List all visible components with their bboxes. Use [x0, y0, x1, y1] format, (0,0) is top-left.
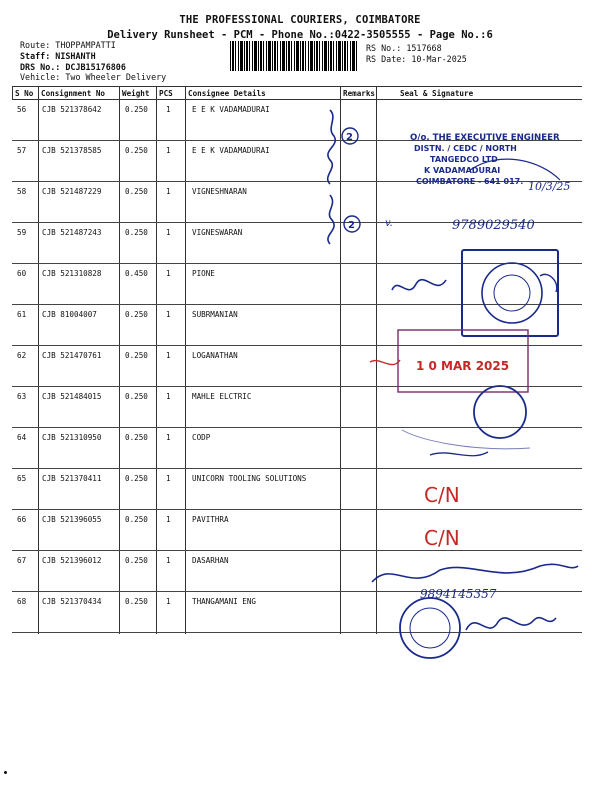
cell-consignee: DASARHAN: [192, 556, 229, 565]
cell-sno: 63: [17, 392, 27, 401]
cell-consignment: CJB 521470761: [42, 351, 102, 360]
cell-sno: 68: [17, 597, 27, 606]
runsheet-meta-right: [366, 43, 467, 65]
runsheet-subtitle: Delivery Runsheet - PCM - Phone No.:0422-3505555 - Page No.:6: [107, 29, 493, 41]
col-divider: [12, 86, 13, 100]
date-stamp: 1 0 MAR 2025: [416, 359, 510, 373]
cell-sno: 64: [17, 433, 27, 442]
cell-consignment: CJB 521370434: [42, 597, 102, 606]
cell-sno: 57: [17, 146, 27, 155]
stamp-line-3: TANGEDCO LTD: [430, 155, 498, 164]
cell-weight: 0.250: [125, 474, 148, 483]
route-label: Route: THOPPAMPATTI: [20, 40, 116, 50]
cell-pcs: 1: [166, 228, 171, 237]
cell-consignee: VIGNESHNARAN: [192, 187, 247, 196]
cell-pcs: 1: [166, 515, 171, 524]
cell-consignment: CJB 521487229: [42, 187, 102, 196]
cell-pcs: 1: [166, 269, 171, 278]
stamp-line-1: O/o. THE EXECUTIVE ENGINEER: [410, 133, 560, 143]
cell-pcs: 1: [166, 146, 171, 155]
cell-sno: 56: [17, 105, 27, 114]
cell-consignment: CJB 521396055: [42, 515, 102, 524]
cell-consignee: SUBRMANIAN: [192, 310, 238, 319]
cell-pcs: 1: [166, 556, 171, 565]
cell-weight: 0.250: [125, 433, 148, 442]
vehicle-label: Vehicle: Two Wheeler Delivery: [20, 72, 167, 83]
cell-sno: 65: [17, 474, 27, 483]
cell-consignment: CJB 521378642: [42, 105, 102, 114]
table-row: [12, 510, 582, 551]
table-row: [12, 141, 582, 182]
cell-pcs: 1: [166, 433, 171, 442]
stamp-line-5: COIMBATORE - 641 017.: [416, 177, 524, 186]
header-consignee: Consignee Details: [188, 89, 266, 98]
cell-sno: 60: [17, 269, 27, 278]
cell-consignee: PIONE: [192, 269, 215, 278]
cell-pcs: 1: [166, 105, 171, 114]
cell-consignee: PAVITHRA: [192, 515, 229, 524]
cell-weight: 0.250: [125, 228, 148, 237]
runsheet-meta-left: [20, 40, 166, 83]
table-row: [12, 264, 582, 305]
header-seal-signature: Seal & Signature: [400, 89, 474, 98]
table-row: [12, 387, 582, 428]
table-top-border: [12, 86, 582, 87]
handwritten-vin: v.: [385, 218, 393, 229]
cell-consignee: UNICORN TOOLING SOLUTIONS: [192, 474, 307, 483]
table-row: [12, 469, 582, 510]
company-title: THE PROFESSIONAL COURIERS, COIMBATORE: [179, 14, 421, 26]
cell-weight: 0.250: [125, 392, 148, 401]
cn-mark-1: C/N: [424, 483, 460, 507]
cell-consignee: E E K VADAMADURAI: [192, 146, 270, 155]
row-divider: [12, 632, 582, 633]
table-row: [12, 100, 582, 141]
circled-two: 2: [348, 220, 355, 231]
cell-weight: 0.250: [125, 310, 148, 319]
rs-date: RS Date: 10-Mar-2025: [366, 53, 467, 64]
header-remarks: Remarks: [343, 89, 376, 98]
cell-sno: 67: [17, 556, 27, 565]
cell-sno: 61: [17, 310, 27, 319]
stamp-line-2: DISTN. / CEDC / NORTH: [414, 144, 517, 153]
cell-weight: 0.250: [125, 597, 148, 606]
cell-weight: 0.250: [125, 146, 148, 155]
handwritten-phone-2: 9894145357: [420, 587, 497, 601]
table-row: [12, 428, 582, 469]
table-row: [12, 223, 582, 264]
cell-consignment: CJB 521378585: [42, 146, 102, 155]
cell-consignment: CJB 81004007: [42, 310, 97, 319]
cell-pcs: 1: [166, 474, 171, 483]
cell-pcs: 1: [166, 351, 171, 360]
cell-sno: 58: [17, 187, 27, 196]
cell-consignment: CJB 521396012: [42, 556, 102, 565]
cell-consignment: CJB 521310828: [42, 269, 102, 278]
cell-consignee: CODP: [192, 433, 211, 442]
cell-pcs: 1: [166, 597, 171, 606]
cell-sno: 59: [17, 228, 27, 237]
table-row: [12, 182, 582, 223]
table-row: [12, 592, 582, 633]
barcode: [230, 41, 358, 71]
cell-weight: 0.250: [125, 515, 148, 524]
cell-pcs: 1: [166, 187, 171, 196]
cell-consignment: CJB 521487243: [42, 228, 102, 237]
table-row: [12, 551, 582, 592]
stamp-line-4: K VADAMADURAI: [424, 166, 501, 175]
header-pcs: PCS: [159, 89, 173, 98]
cell-consignee: LOGANATHAN: [192, 351, 238, 360]
cell-consignment: CJB 521370411: [42, 474, 102, 483]
header-sno: S No: [15, 89, 34, 98]
staff-label: Staff: NISHANTH: [20, 50, 96, 61]
cell-weight: 0.250: [125, 187, 148, 196]
cell-consignee: MAHLE ELCTRIC: [192, 392, 252, 401]
cell-weight: 0.250: [125, 105, 148, 114]
cn-mark-2: C/N: [424, 526, 460, 550]
cell-consignee: E E K VADAMADURAI: [192, 105, 270, 114]
cell-weight: 0.450: [125, 269, 148, 278]
cell-consignee: VIGNESWARAN: [192, 228, 243, 237]
handwritten-phone-1: 9789029540: [452, 218, 535, 233]
cell-weight: 0.250: [125, 351, 148, 360]
cell-sno: 66: [17, 515, 27, 524]
rs-number: RS No.: 1517668: [366, 43, 442, 53]
circled-two: 2: [346, 132, 353, 143]
table-row: [12, 346, 582, 387]
cell-consignment: CJB 521310950: [42, 433, 102, 442]
drs-label: DRS No.: DCJB15176806: [20, 61, 126, 72]
table-row: [12, 305, 582, 346]
cell-sno: 62: [17, 351, 27, 360]
cell-consignment: CJB 521484015: [42, 392, 102, 401]
header-weight: Weight: [122, 89, 150, 98]
cell-pcs: 1: [166, 310, 171, 319]
cell-pcs: 1: [166, 392, 171, 401]
cell-consignee: THANGAMANI ENG: [192, 597, 257, 606]
header-consignment: Consignment No: [41, 89, 106, 98]
stray-mark: [4, 771, 7, 774]
cell-weight: 0.250: [125, 556, 148, 565]
handwritten-date: 10/3/25: [528, 180, 571, 193]
